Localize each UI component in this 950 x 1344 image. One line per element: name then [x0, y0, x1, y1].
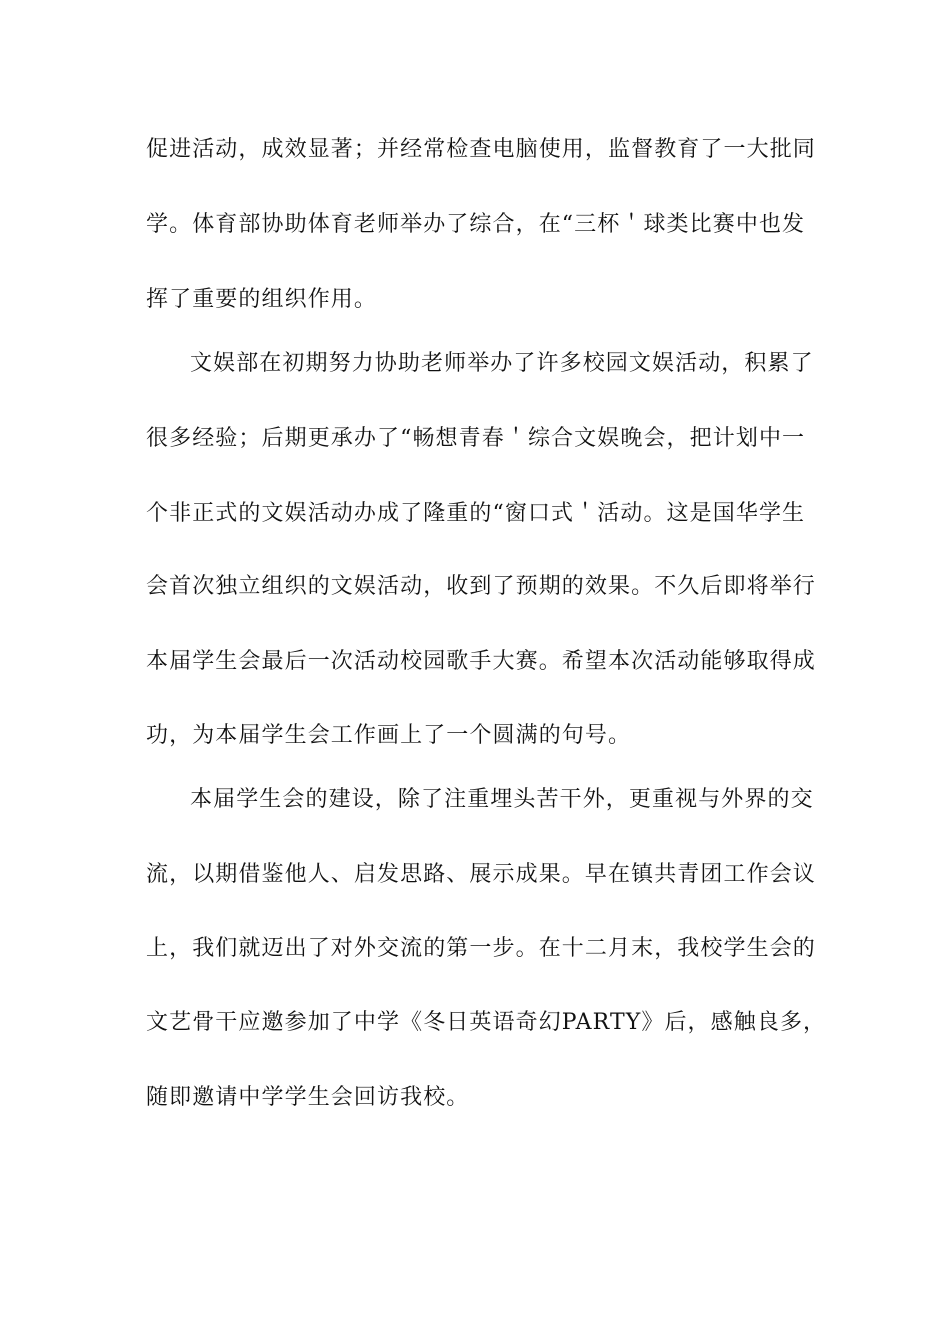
- text-line: 会首次独立组织的文娱活动，收到了预期的效果。不久后即将举行: [146, 574, 816, 599]
- paragraph-first-line: 文娱部在初期努力协助老师举办了许多校园文娱活动，积累了: [190, 351, 814, 376]
- text-line: 上，我们就迈出了对外交流的第一步。在十二月末，我校学生会的: [146, 936, 816, 961]
- text-line: 文艺骨干应邀参加了中学《冬日英语奇幻PARTY》后，感触良多，: [146, 1010, 827, 1035]
- text-line: 功，为本届学生会工作画上了一个圆满的句号。: [146, 723, 632, 748]
- text-line: 促进活动，成效显著；并经常检查电脑使用，监督教育了一大批同: [146, 137, 816, 162]
- text-line: 本届学生会最后一次活动校园歌手大赛。希望本次活动能够取得成: [146, 649, 816, 674]
- text-line: 随即邀请中学学生会回访我校。: [146, 1085, 470, 1110]
- text-line: 流，以期借鉴他人、启发思路、展示成果。早在镇共青团工作会议: [146, 862, 816, 887]
- paragraph-first-line: 本届学生会的建设，除了注重埋头苦干外，更重视与外界的交: [190, 787, 814, 812]
- text-line: 个非正式的文娱活动办成了隆重的“窗口式＇活动。这是国华学生: [146, 501, 806, 526]
- text-line: 学。体育部协助体育老师举办了综合，在“三杯＇球类比赛中也发: [146, 212, 806, 237]
- text-line: 挥了重要的组织作用。: [146, 287, 378, 312]
- text-line: 很多经验；后期更承办了“畅想青春＇综合文娱晚会，把计划中一: [146, 426, 806, 451]
